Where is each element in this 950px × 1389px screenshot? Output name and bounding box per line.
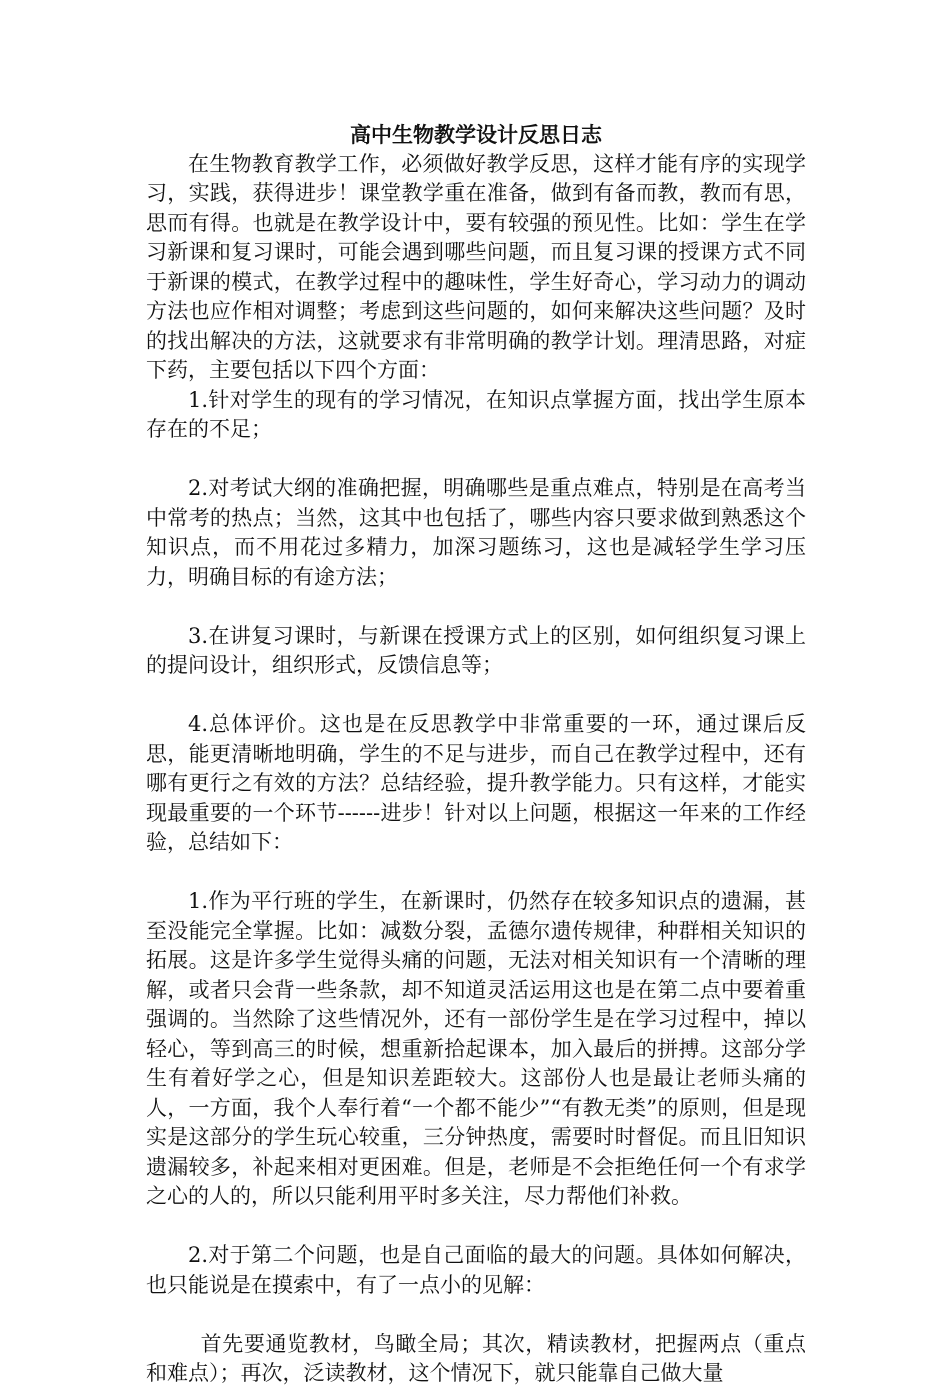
point-1-paragraph: 1.针对学生的现有的学习情况，在知识点掌握方面，找出学生原本存在的不足； [146,387,806,441]
document-page [146,120,806,1389]
summary-2-paragraph: 2.对于第二个问题，也是自己面临的最大的问题。具体如何解决，也只能说是在摸索中，有了一点小的见解： [146,1243,806,1297]
point-4-paragraph: 4.总体评价。这也是在反思教学中非常重要的一环，通过课后反思，能更清晰地明确，学生的不足与进步，而自己在教学过程中，还有哪有更行之有效的方法？总结经验，提升教学能力。只有这样，才能实现最重要的一个环节------进步！针对以上问题，根据这一年来的工作经验，总结如下： [146,712,806,854]
document-title: 高中生物教学设计反思日志 [350,122,602,147]
method-paragraph: 首先要通览教材，鸟瞰全局；其次，精读教材，把握两点（重点和难点）；再次，泛读教材，这个情况下，就只能靠自己做大量 [146,1331,806,1385]
summary-1-paragraph: 1.作为平行班的学生，在新课时，仍然存在较多知识点的遗漏，甚至没能完全掌握。比如：减数分裂，孟德尔遗传规律，种群相关知识的拓展。这是许多学生觉得头痛的问题，无法对相关知识有一个清晰的理解，或者只会背一些条款，却不知道灵活运用这也是在第二点中要着重强调的。当然除了这些情况外，还有一部份学生是在学习过程中，掉以轻心，等到高三的时候，想重新拾起课本，加入最后的拼搏。这部分学生有着好学之心，但是知识差距较大。这部份人也是最让老师头痛的人，一方面，我个人奉行着“一个都不能少”“有教无类”的原则，但是现实是这部分的学生玩心较重，三分钟热度，需要时时督促。而且旧知识遗漏较多，补起来相对更困难。但是，老师是不会拒绝任何一个有求学之心的人的，所以只能利用平时多关注，尽力帮他们补救。 [146,889,806,1208]
point-2-paragraph: 2.对考试大纲的准确把握，明确哪些是重点难点，特别是在高考当中常考的热点；当然，这其中也包括了，哪些内容只要求做到熟悉这个知识点，而不用花过多精力，加深习题练习，这也是减轻学生学习压力，明确目标的有途方法； [146,476,806,589]
intro-paragraph: 在生物教育教学工作，必须做好教学反思，这样才能有序的实现学习，实践，获得进步！课堂教学重在准备，做到有备而教，教而有思，思而有得。也就是在教学设计中，要有较强的预见性。比如：学生在学习新课和复习课时，可能会遇到哪些问题，而且复习课的授课方式不同于新课的模式，在教学过程中的趣味性，学生好奇心，学习动力的调动方法也应作相对调整；考虑到这些问题的，如何来解决这些问题？及时的找出解决的方法，这就要求有非常明确的教学计划。理清思路，对症下药，主要包括以下四个方面： [146,151,806,382]
point-3-paragraph: 3.在讲复习课时，与新课在授课方式上的区别，如何组织复习课上的提问设计，组织形式，反馈信息等； [146,623,806,677]
